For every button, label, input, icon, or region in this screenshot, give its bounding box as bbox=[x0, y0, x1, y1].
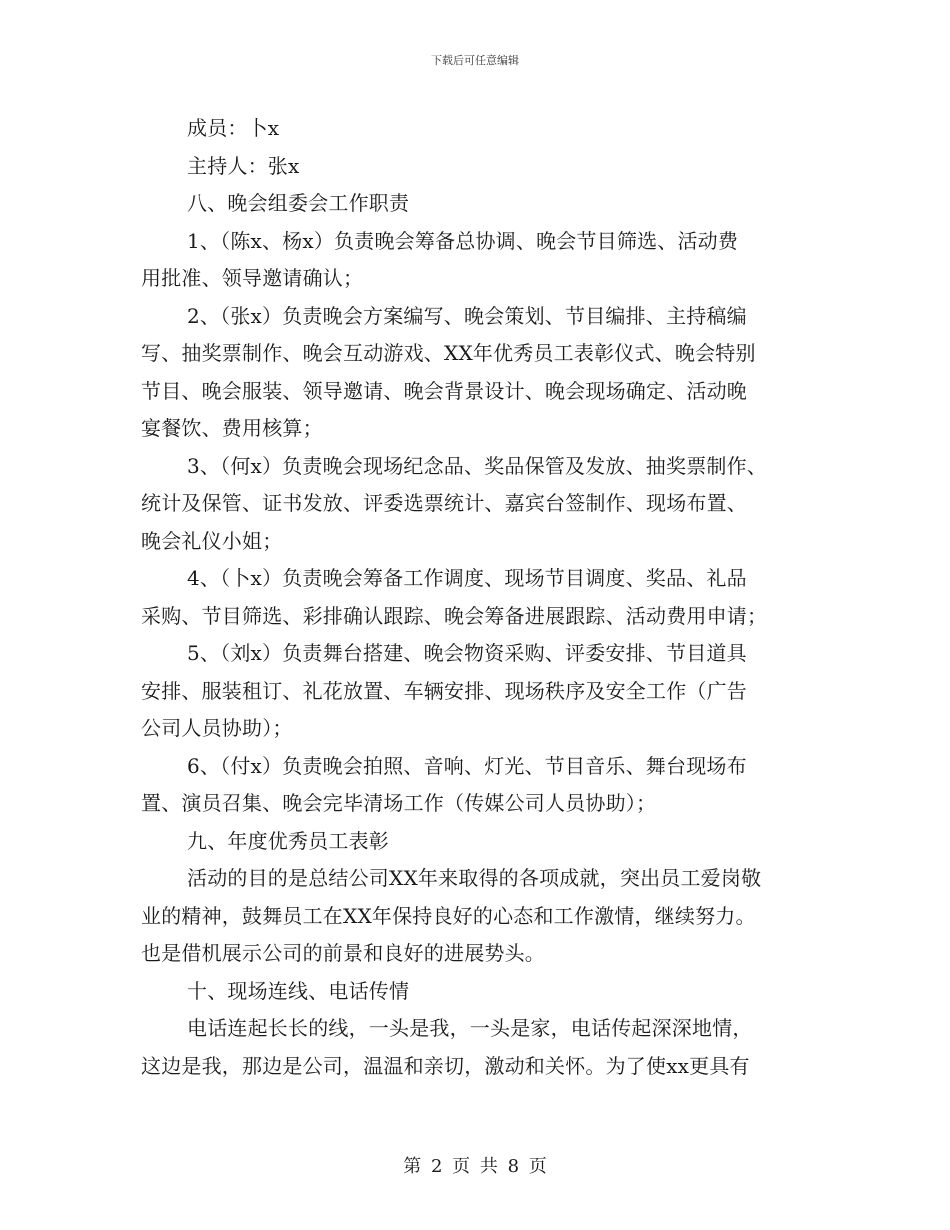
text-line: 节目、晚会服装、领导邀请、晚会背景设计、晚会现场确定、活动晚 bbox=[141, 378, 747, 403]
text-line: 十、现场连线、电话传情 bbox=[187, 978, 410, 1003]
text-line: 主持人：张x bbox=[187, 153, 300, 178]
text-line: 用批准、领导邀请确认； bbox=[141, 266, 364, 290]
text-line: 5、（刘x）负责舞台搭建、晚会物资采购、评委安排、节目道具 bbox=[187, 641, 747, 665]
document-body bbox=[141, 110, 817, 1085]
text-line: 宴餐饮、费用核算； bbox=[141, 416, 323, 440]
text-line: 置、演员召集、晚会完毕清场工作（传媒公司人员协助）； bbox=[141, 791, 657, 815]
text-line: 写、抽奖票制作、晚会互动游戏、XX年优秀员工表彰仪式、晚会特别 bbox=[141, 341, 756, 365]
text-line: 安排、服装租订、礼花放置、车辆安排、现场秩序及安全工作（广告 bbox=[141, 678, 747, 703]
text-line: 九、年度优秀员工表彰 bbox=[187, 828, 389, 853]
page-header: 下载后可任意编辑 bbox=[431, 54, 519, 67]
text-line: 1、（陈x、杨x）负责晚会筹备总协调、晚会节目筛选、活动费 bbox=[187, 228, 739, 253]
text-line: 晚会礼仪小姐； bbox=[141, 528, 283, 553]
text-line: 公司人员协助）； bbox=[141, 716, 293, 740]
page-number-footer: 第 2 页 共 8 页 bbox=[403, 1156, 547, 1177]
text-line: 采购、节目筛选、彩排确认跟踪、晚会筹备进展跟踪、活动费用申请； bbox=[141, 603, 768, 628]
text-line: 统计及保管、证书发放、评委选票统计、嘉宾台签制作、现场布置、 bbox=[141, 491, 747, 515]
text-line: 八、晚会组委会工作职责 bbox=[187, 191, 410, 215]
text-line: 3、（何x）负责晚会现场纪念品、奖品保管及发放、抽奖票制作、 bbox=[187, 453, 768, 478]
text-line: 4、（卜x）负责晚会筹备工作调度、现场节目调度、奖品、礼品 bbox=[187, 566, 747, 590]
text-line: 6、（付x）负责晚会拍照、音响、灯光、节目音乐、舞台现场布 bbox=[187, 753, 747, 778]
text-line: 成员：卜x bbox=[187, 116, 280, 140]
text-line: 电话连起长长的线，一头是我，一头是家，电话传起深深地情， bbox=[187, 1016, 753, 1040]
text-line: 业的精神，鼓舞员工在XX年保持良好的心态和工作激情，继续努力。 bbox=[141, 903, 756, 928]
text-line: 活动的目的是总结公司XX年来取得的各项成就，突出员工爱岗敬 bbox=[187, 866, 762, 890]
text-line: 也是借机展示公司的前景和良好的进展势头。 bbox=[141, 941, 545, 965]
text-line: 这边是我，那边是公司，温温和亲切，激动和关怀。为了使xx更具有 bbox=[141, 1053, 750, 1078]
text-line: 2、（张x）负责晚会方案编写、晚会策划、节目编排、主持稿编 bbox=[187, 303, 747, 328]
